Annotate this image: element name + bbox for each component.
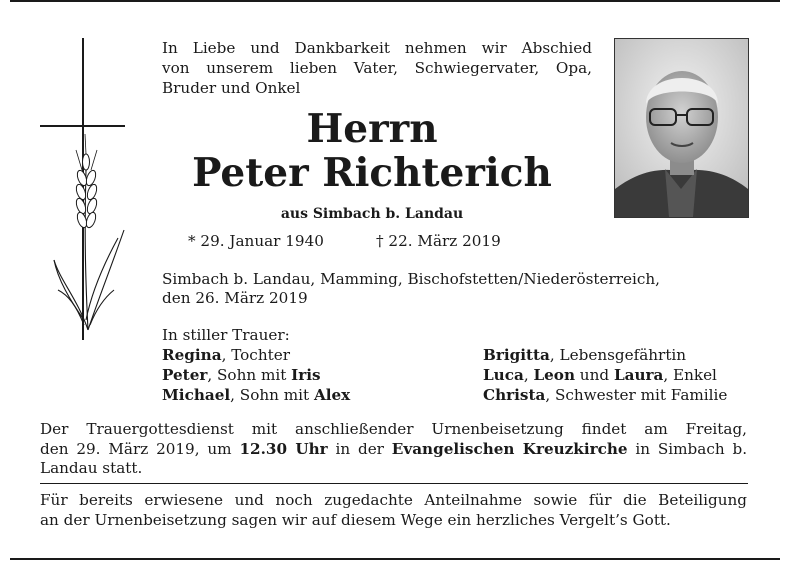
intro-line: von unserem lieben Vater, Schwiegervater, Opa, <box>162 59 592 77</box>
mourners-left-column <box>162 345 350 405</box>
intro-line: In Liebe und Dankbarkeit nehmen wir Abschied <box>162 39 592 57</box>
mourner-entry <box>162 345 350 365</box>
name-title: Herrn <box>306 106 438 152</box>
mourner-name: Laura <box>613 366 664 384</box>
service-line: Der Trauergottesdienst mit anschließender Urnenbeisetzung findet am Freitag, <box>40 420 747 438</box>
bottom-border <box>10 558 780 560</box>
service-time: 12.30 Uhr <box>239 439 328 458</box>
mourner-name: Christa <box>483 386 546 404</box>
place-line: Simbach b. Landau, Mamming, Bischofstetten/Niederösterreich, <box>162 270 660 288</box>
service-text: in Simbach b. <box>627 439 748 458</box>
portrait-image <box>615 39 748 217</box>
mourner-relation: , Lebensgefährtin <box>549 346 687 364</box>
cross-icon-horizontal <box>40 125 125 127</box>
mourning-label: In stiller Trauer: <box>162 326 290 344</box>
mourner-entry <box>162 385 350 405</box>
mourner-relation: , Schwester mit Familie <box>545 386 728 404</box>
mourner-relation: , Tochter <box>221 346 290 364</box>
deceased-name: Peter Richterich <box>192 150 552 196</box>
death-date: † 22. März 2019 <box>376 232 501 250</box>
mourner-separator: , <box>523 366 534 384</box>
thanks-text <box>40 490 747 530</box>
mourner-name: Michael <box>162 386 231 404</box>
place-date <box>162 270 752 308</box>
portrait-photo <box>614 38 749 218</box>
mourner-relation: , Enkel <box>663 366 717 384</box>
mourner-entry <box>483 365 727 385</box>
origin-text: aus Simbach b. Landau <box>280 206 464 222</box>
section-divider <box>40 483 748 484</box>
service-line: Landau statt. <box>40 459 143 477</box>
service-line <box>40 440 747 460</box>
mourners-right-column <box>483 345 727 405</box>
intro-line: Bruder und Onkel <box>162 79 301 97</box>
wheat-icon <box>48 130 128 335</box>
service-text: in der <box>327 439 392 458</box>
mourner-name: Luca <box>483 366 524 384</box>
top-border <box>10 0 780 2</box>
mourner-separator: und <box>574 366 614 384</box>
service-church: Evangelischen Kreuzkirche <box>391 439 628 458</box>
funeral-service-text <box>40 420 747 479</box>
service-text: den 29. März 2019, um <box>40 439 240 458</box>
mourner-partner-name: Iris <box>291 366 321 384</box>
thanks-line: Für bereits erwiesene und noch zugedachte Anteilnahme sowie für die Beteiligung <box>40 491 747 509</box>
mourner-relation: , Sohn mit <box>230 386 314 404</box>
birth-date: * 29. Januar 1940 <box>188 232 324 250</box>
thanks-line: an der Urnenbeisetzung sagen wir auf diesem Wege ein herzliches Vergelt’s Gott. <box>40 511 671 529</box>
mourner-partner-name: Alex <box>313 386 351 404</box>
mourner-entry <box>483 385 727 405</box>
mourner-entry <box>483 345 727 365</box>
intro-text <box>162 38 592 98</box>
mourner-relation: , Sohn mit <box>207 366 292 384</box>
place-line: den 26. März 2019 <box>162 289 308 307</box>
mourner-name: Leon <box>533 366 575 384</box>
mourner-name: Brigitta <box>483 346 550 364</box>
mourner-name: Peter <box>162 366 208 384</box>
mourner-entry <box>162 365 350 385</box>
mourner-name: Regina <box>162 346 222 364</box>
